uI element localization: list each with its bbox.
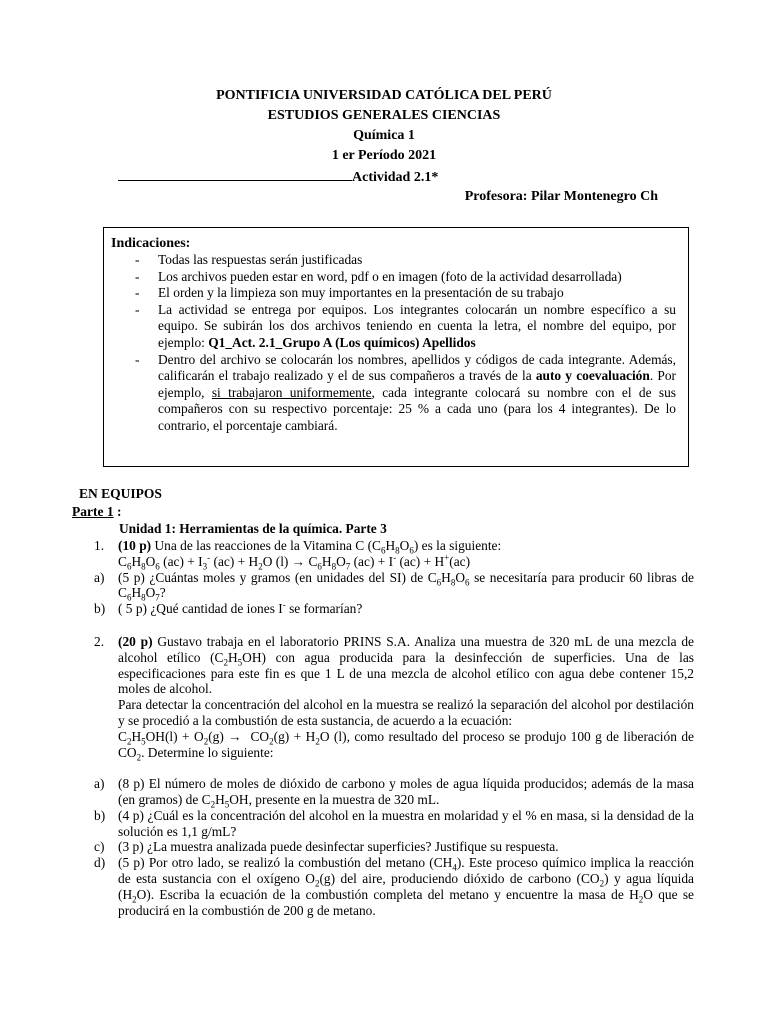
instruction-item: - El orden y la limpieza son muy importantes en la presentación de su trabajo [135,285,564,301]
instruction-item: - La actividad se entrega por equipos. Los integrantes colocarán un nombre específico a su equipo. Se subirán los dos archivos teniendo en cuenta la letra, el nombre del equipo, por ejemplo: Q1_Act. 2.1_Grupo A (Los químicos) Apellidos [135,301,676,350]
question-1: 1. (10 p) Una de las reacciones de la Vitamina C $(C_6H_8O_6)$ es la siguiente: $C_6H_8O_6$ $(ac) + I_3^-$ $(ac) + H_2O$ $(l) \to C_6H_8O_7$ (ac) + I- (ac) + H+(ac) a) (5 p) ¿Cuántas moles y gramos (en unidades del SI) de $C_6H_8O_6$ se necesitaría para producir 60 libras de $C_6H_8O_7$? b) ( 5 p) ¿Qué cantidad de iones I- se formarían? [94,538,695,617]
unit-title: Unidad 1: Herramientas de la química. Parte 3 [119,521,387,536]
name-blank-line [118,167,352,181]
question-2d: d) (5 p) Por otro lado, se realizó la combustión del metano $(CH_4)$. Este proceso químico implica la reacción de esta sustancia con el oxígeno $O_2(g)$ del aire, produciendo dióxido de carbono $(CO_2)$ y agua líquida $(H_2O)$. Escriba la ecuación de la combustión completa del metano y encuentre la masa de $H_2O$ que se producirá en la combustión de 200 g de metano. [94,855,695,918]
activity-title: Actividad 2.1* [352,170,439,185]
question-1-intro: (10 p) Una de las reacciones de la Vitamina C $(C_6H_8O_6)$ es la siguiente: [118,538,502,556]
part-label: Parte 1 : [72,504,122,519]
activity-line [118,167,438,188]
university-title: PONTIFICIA UNIVERSIDAD CATÓLICA DEL PERÚ [216,88,552,103]
question-2c: c) (3 p) ¿La muestra analizada puede desinfectar superficies? Justifique su respuesta. [94,839,559,855]
course-title: Química 1 [353,128,415,143]
question-1a: a) (5 p) ¿Cuántas moles y gramos (en unidades del SI) de $C_6H_8O_6$ se necesitaría para producir 60 libras de $C_6H_8O_7$? [94,569,695,604]
professor-name: Profesora: Pilar Montenegro Ch [464,189,658,204]
question-2b: b) (4 p) ¿Cuál es la concentración del alcohol en la muestra en molaridad y el % en masa, si la densidad de la solución es 1,1 g/mL? [94,807,694,839]
section-heading: EN EQUIPOS [79,486,162,501]
question-2: 2. (20 p) Gustavo trabaja en el laboratorio PRINS S.A. Analiza una muestra de 320 mL de una mezcla de alcohol etílico $(C_2H_5OH)$ con agua producida para la desinfección de superficies. Una de las especificaciones para este fin es que 1 L de una mezcla de alcohol etílico con agua debe contener 15,2 moles de alcohol. Para detectar la concentración del alcohol en la muestra se realizó la separación del alcohol por destilación y se procedió a la combustión de esta sustancia, de acuerdo a la ecuación: $C_2H_5OH(l) + O_2(g) \to CO_2(g) + H_2O$ (l), como resultado del proceso se produjo 100 g de liberación de $CO_2$. Determine lo siguiente: a) (8 p) El número de moles de dióxido de carbono y moles de agua líquida producidos; además de la masa (en gramos) de $C_2H_5OH$, presente en la muestra de 320 mL. b) (4 p) ¿Cuál es la concentración del alcohol en la muestra en molaridad y el % en masa, si la densidad de la solución es 1,1 g/mL? c) (3 p) ¿La muestra analizada puede desinfectar superficies? Justifique su respuesta. d) (5 p) Por otro lado, se realizó la combustión del metano $(CH_4)$. Este proceso químico implica la reacción de esta sustancia con el oxígeno $O_2(g)$ del aire, produciendo dióxido de carbono $(CO_2)$ y agua líquida $(H_2O)$. Escriba la ecuación de la combustión completa del metano y encuentre la masa de $H_2O$ que se producirá en la combustión de 200 g de metano. [94,634,695,918]
file-name-example: Q1_Act. 2.1_Grupo A (Los químicos) Apellidos [208,334,476,350]
period-title: 1 er Período 2021 [331,148,437,163]
studies-title: ESTUDIOS GENERALES CIENCIAS [267,108,501,123]
instructions-title: Indicaciones: [111,236,191,251]
instructions-list [111,252,680,435]
question-1b: b) ( 5 p) ¿Qué cantidad de iones I- se formarían? [94,599,363,617]
instructions-box [103,227,689,467]
question-2-procedure: Para detectar la concentración del alcohol en la muestra se realizó la separación del alcohol por destilación y se procedió a la combustión de esta sustancia, de acuerdo a la ecuación: [118,697,694,728]
question-2-intro: (20 p) Gustavo trabaja en el laboratorio PRINS S.A. Analiza una muestra de 320 mL de una mezcla de alcohol etílico $(C_2H_5OH)$ con agua producida para la desinfección de superficies. Una de las especificaciones para este fin es que 1 L de una mezcla de alcohol etílico con agua debe contener 15,2 moles de alcohol. [118,634,695,697]
question-2a: a) (8 p) El número de moles de dióxido de carbono y moles de agua líquida producidos; además de la masa (en gramos) de $C_2H_5OH$, presente en la muestra de 320 mL. [94,776,694,810]
reaction-equation: $C_6H_8O_6$ $(ac) + I_3^-$ $(ac) + H_2O$ $(l) \to C_6H_8O_7$ (ac) + I- (ac) + H+(ac) [118,552,471,572]
instruction-item: - Dentro del archivo se colocarán los nombres, apellidos y códigos de cada integrante. Además, calificarán el trabajo realizado y el de sus compañeros a través de la auto y coevaluación. Por ejemplo, si trabajaron uniformemente, cada integrante colocará su nombre con el de sus compañeros con su respectivo porcentaje: 25 % a cada uno (para los 4 integrantes). De lo contrario, el porcentaje cambiará. [135,351,676,433]
combustion-equation: $C_2H_5OH(l) + O_2(g) \to CO_2(g) + H_2O$ (l), como resultado del proceso se produjo 100 g de liberación de $CO_2$. Determine lo siguiente: [118,728,694,763]
instruction-item: - Los archivos pueden estar en word, pdf o en imagen (foto de la actividad desarrollada) [135,268,622,284]
instruction-item: - Todas las respuestas serán justificadas [135,252,363,267]
